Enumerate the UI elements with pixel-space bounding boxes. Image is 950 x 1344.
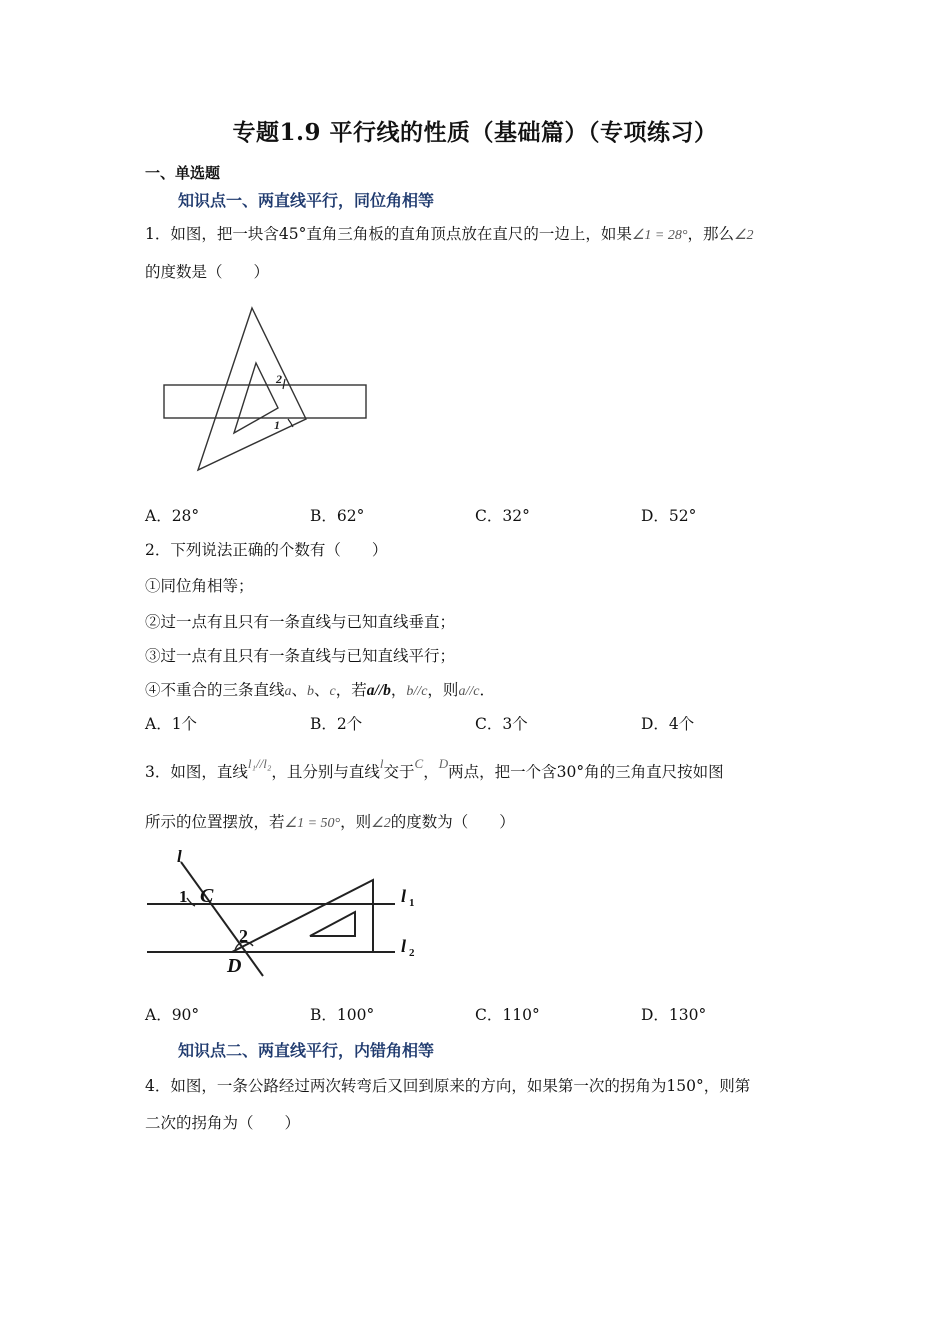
- question-3-stem: 3．如图，直线$^{l_1//l_2}$，且分别与直线$^l$交于$^C$，$^D$两点，把一个含30°角的三角直尺按如图: [145, 756, 724, 781]
- option-d[interactable]: D．52°: [641, 507, 697, 525]
- option-a[interactable]: A．90°: [145, 1006, 200, 1024]
- option-d[interactable]: D．4个: [641, 715, 695, 733]
- section-heading: 一、单选题: [145, 164, 221, 182]
- option-c[interactable]: C．3个: [475, 715, 528, 733]
- label-angle-1: 1: [274, 418, 280, 432]
- svg-text:2: 2: [409, 947, 415, 959]
- question-4-stem-cont: 二次的拐角为（ ）: [145, 1114, 301, 1132]
- question-3-options: [145, 1003, 825, 1023]
- question-4-stem: 4．如图，一条公路经过两次转弯后又回到原来的方向，如果第一次的拐角为150°，则第: [145, 1077, 751, 1095]
- svg-text:l: l: [401, 936, 407, 956]
- math-angle2: ∠2: [733, 228, 754, 243]
- question-1-options: [145, 504, 825, 524]
- question-3-stem-cont: 所示的位置摆放，若∠1 = 50°，则∠2的度数为（ ）: [145, 813, 515, 831]
- option-a[interactable]: A．1个: [145, 715, 198, 733]
- svg-text:l: l: [401, 886, 407, 906]
- option-d[interactable]: D．130°: [641, 1006, 707, 1024]
- question-2-options: [145, 712, 825, 732]
- set-square-inner: [310, 912, 355, 936]
- option-c[interactable]: C．32°: [475, 507, 530, 525]
- statement-3: ③过一点有且只有一条直线与已知直线平行；: [145, 647, 456, 665]
- svg-text:C: C: [200, 885, 214, 907]
- option-b[interactable]: B．62°: [310, 507, 365, 525]
- knowledge-point-heading: 知识点一、两直线平行，同位角相等: [178, 191, 435, 210]
- svg-text:D: D: [227, 955, 242, 977]
- statement-2: ②过一点有且只有一条直线与已知直线垂直；: [145, 613, 456, 631]
- statement-4: ④不重合的三条直线a、b、c，若a//b，b//c，则a//c．: [145, 681, 495, 699]
- svg-text:1: 1: [179, 887, 188, 906]
- question-2-stem: 2．下列说法正确的个数有（ ）: [145, 541, 388, 559]
- inner-triangle: [234, 363, 278, 433]
- figure-ruler-triangle: [158, 305, 373, 475]
- line-l: [181, 862, 263, 976]
- svg-text:1: 1: [409, 897, 415, 909]
- ruler-shape: [164, 385, 366, 418]
- svg-text:2: 2: [239, 926, 248, 946]
- page-title: 专题1.9 平行线的性质（基础篇）（专项练习）: [232, 119, 718, 146]
- option-b[interactable]: B．2个: [310, 715, 363, 733]
- outer-triangle: [198, 308, 306, 470]
- set-square: [232, 880, 373, 952]
- question-1-stem-cont: 的度数是（ ）: [145, 263, 270, 281]
- option-c[interactable]: C．110°: [475, 1006, 540, 1024]
- math-angle1: ∠1 = 28°: [631, 228, 688, 243]
- statement-1: ①同位角相等；: [145, 577, 254, 595]
- svg-text:l: l: [177, 848, 182, 866]
- option-b[interactable]: B．100°: [310, 1006, 375, 1024]
- figure-parallel-lines: [145, 848, 425, 980]
- question-1-stem: 1．如图，把一块含45°直角三角板的直角顶点放在直尺的一边上，如果∠1 = 28°，那么∠2: [145, 225, 754, 243]
- label-angle-2: 2: [276, 372, 282, 386]
- option-a[interactable]: A．28°: [145, 507, 200, 525]
- knowledge-point-heading-2: 知识点二、两直线平行，内错角相等: [178, 1041, 435, 1060]
